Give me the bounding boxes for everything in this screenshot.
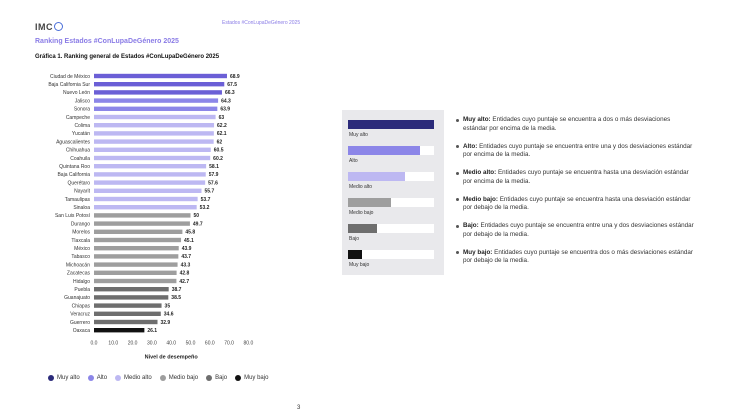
level-term: Medio bajo: [463, 195, 498, 203]
bar-value-label: 45.8 [185, 229, 196, 236]
bar-value-label: 35 [164, 303, 171, 310]
legend-swatch [160, 375, 166, 381]
bar [94, 295, 168, 299]
key-label: Medio alto [349, 184, 373, 190]
x-tick-label: 10.0 [108, 340, 119, 347]
bar [94, 98, 218, 102]
legend-label: Muy bajo [244, 375, 269, 381]
x-axis-label: Nivel de desempeño [144, 354, 198, 361]
bar [94, 254, 178, 258]
level-term: Muy alto: [463, 116, 491, 123]
bar-value-label: 63.9 [220, 106, 231, 113]
bar [94, 246, 179, 250]
bar-category-label: San Luis Potosí [54, 213, 90, 220]
level-definition: Entidades cuyo puntaje se encuentra entre una y dos desviaciones estándar por encima de la media. [463, 142, 693, 158]
page-number: 3 [297, 405, 301, 411]
bar-value-label: 57.6 [208, 180, 218, 187]
bar-category-label: Puebla [74, 287, 90, 293]
bullet-icon [456, 172, 459, 175]
x-tick-label: 70.0 [224, 340, 234, 347]
level-description [456, 196, 696, 213]
bullet-icon [456, 198, 459, 201]
x-tick-label: 30.0 [147, 340, 157, 347]
x-tick-label: 50.0 [185, 340, 196, 347]
bar-value-label: 38.5 [171, 295, 182, 302]
imco-logo: IMC [35, 22, 63, 32]
bar-value-label: 53.7 [200, 196, 211, 203]
bar [94, 90, 222, 94]
bar [94, 148, 211, 152]
bar [94, 74, 227, 78]
bar [94, 156, 210, 160]
bar [94, 131, 214, 135]
bar-category-label: Aguascalientes [56, 139, 90, 146]
level-description [456, 169, 696, 186]
bar-category-label: Guerrero [69, 319, 90, 326]
ranking-bar-chart [0, 64, 300, 374]
bar [94, 271, 177, 275]
bar-category-label: Tamaulipas [64, 196, 90, 203]
bar [94, 221, 190, 225]
bar-category-label: Baja California [57, 172, 90, 179]
bar-category-label: Oaxaca [72, 328, 90, 334]
legend-swatch [206, 375, 212, 381]
level-description [456, 222, 696, 239]
bar-value-label: 53.2 [199, 205, 210, 211]
bar-category-label: Campeche [65, 114, 90, 121]
bar [94, 328, 144, 332]
bullet-icon [456, 145, 459, 148]
legend-swatch [88, 375, 94, 381]
level-term: Alto: [463, 142, 478, 150]
bar-value-label: 60.2 [213, 155, 223, 162]
level-term: Medio alto: [463, 169, 497, 176]
page-title: Ranking Estados #ConLupaDeGénero 2025 [35, 38, 179, 45]
bar-value-label: 60.5 [213, 147, 224, 154]
bar-category-label: México [74, 246, 90, 252]
bar-category-label: Hidalgo [73, 278, 90, 285]
bar-category-label: Chihuahua [65, 147, 90, 154]
bar-category-label: Sinaloa [73, 205, 90, 211]
legend-swatch [115, 375, 121, 381]
bar-category-label: Guanajuato [64, 295, 90, 302]
bar-category-label: Ciudad de México [49, 73, 90, 80]
logo-ring-icon [54, 22, 63, 31]
x-tick-label: 40.0 [166, 340, 177, 347]
x-tick-label: 0.0 [90, 340, 98, 347]
bar-value-label: 49.7 [192, 221, 203, 228]
level-term: Bajo: [463, 222, 479, 229]
legend-label: Medio bajo [168, 375, 199, 381]
bar [94, 262, 178, 266]
level-description [456, 116, 696, 133]
bar-value-label: 68.9 [229, 73, 240, 80]
bar [94, 320, 157, 324]
header-tag: Estados #ConLupaDeGénero 2025 [222, 20, 301, 26]
bar [94, 279, 176, 283]
key-bar-fill [348, 172, 405, 181]
bar-value-label: 58.1 [209, 164, 219, 170]
legend-swatch [235, 375, 241, 381]
key-label: Muy bajo [349, 262, 370, 268]
chart-title: Gráfica 1. Ranking general de Estados #ConLupaDeGénero 2025 [35, 54, 220, 60]
key-bar-fill [348, 224, 377, 233]
legend-item [206, 375, 227, 381]
legend-item [235, 375, 268, 381]
bar-value-label: 63 [218, 114, 225, 121]
legend-item [48, 375, 80, 381]
key-bar-fill [348, 120, 434, 129]
bar [94, 230, 182, 234]
bar [94, 164, 206, 168]
key-bar-fill [348, 146, 420, 155]
bar-value-label: 62.2 [217, 123, 227, 129]
bar [94, 303, 162, 307]
bar-value-label: 32.9 [160, 319, 171, 326]
bar [94, 312, 161, 316]
key-bar-fill [348, 198, 391, 207]
bar [94, 107, 217, 111]
bar-value-label: 38.7 [171, 287, 182, 293]
legend-swatch [48, 375, 54, 381]
bar-value-label: 42.7 [179, 278, 190, 285]
chart-legend [48, 375, 268, 381]
bar [94, 139, 214, 143]
bullet-icon [456, 225, 459, 228]
legend-label: Alto [96, 375, 108, 381]
bar-category-label: Tlaxcala [71, 237, 90, 244]
key-label: Muy alto [349, 132, 368, 138]
bar [94, 180, 205, 184]
bar-value-label: 67.5 [227, 82, 238, 88]
bar-category-label: Nuevo León [63, 90, 90, 97]
bar-value-label: 34.6 [163, 311, 174, 318]
bar-value-label: 26.1 [147, 328, 158, 334]
bar-value-label: 43.7 [181, 254, 192, 261]
level-definition: Entidades cuyo puntaje se encuentra dos o más desviaciones estándar por debajo de la media. [463, 248, 693, 264]
bar-value-label: 50 [193, 213, 200, 220]
legend-label: Muy alto [57, 375, 80, 381]
key-label: Medio bajo [349, 210, 374, 216]
bar-value-label: 62.1 [216, 131, 227, 138]
legend-label: Bajo [215, 375, 228, 381]
level-definition: Entidades cuyo puntaje se encuentra a dos o más desviaciones estándar por encima de la media. [463, 116, 671, 132]
bar-value-label: 64.3 [221, 98, 231, 105]
bar-category-label: Baja California Sur [48, 82, 90, 88]
bullet-icon [456, 119, 459, 122]
bar-value-label: 45.1 [184, 237, 194, 244]
bar [94, 287, 169, 291]
x-tick-label: 20.0 [127, 340, 138, 347]
bar-category-label: Veracruz [70, 311, 90, 318]
bar-value-label: 42.8 [179, 270, 190, 277]
level-description [456, 143, 696, 160]
bar [94, 123, 214, 127]
legend-item [88, 375, 107, 381]
level-definition: Entidades cuyo puntaje se encuentra entre una y dos desviaciones estándar por debajo de la media. [463, 222, 694, 238]
bar-category-label: Zacatecas [66, 270, 90, 277]
bar [94, 205, 197, 209]
level-term: Muy bajo: [463, 248, 493, 256]
bar-category-label: Colima [74, 123, 90, 129]
bar-category-label: Coahuila [70, 155, 90, 162]
bullet-icon [456, 251, 459, 254]
bar-value-label: 43.9 [181, 246, 192, 252]
bar-category-label: Tabasco [71, 254, 90, 261]
bar-value-label: 57.9 [208, 172, 219, 179]
bar-category-label: Michoacán [65, 262, 90, 269]
level-definition: Entidades cuyo puntaje se encuentra hasta una desviación estándar por debajo de la media. [463, 195, 691, 211]
bar-category-label: Nayarit [74, 188, 90, 195]
bar-category-label: Durango [70, 221, 90, 228]
bar-category-label: Yucatán [71, 131, 90, 138]
x-tick-label: 80.0 [243, 340, 254, 347]
bar-category-label: Sonora [73, 106, 90, 113]
legend-item [160, 375, 198, 381]
legend-item [115, 375, 152, 381]
bar-category-label: Jalisco [74, 98, 90, 105]
bar [94, 189, 202, 193]
key-bar-fill [348, 250, 362, 259]
bar-value-label: 66.3 [224, 90, 235, 97]
bar [94, 238, 181, 242]
legend-label: Medio alto [124, 375, 152, 381]
bar-category-label: Quintana Roo [59, 164, 90, 170]
bar [94, 115, 216, 119]
bar-value-label: 55.7 [204, 188, 215, 195]
bar-category-label: Querétaro [67, 180, 90, 187]
bar [94, 213, 191, 217]
level-definition: Entidades cuyo puntaje se encuentra hasta una desviación estándar por encima de la media. [463, 169, 689, 185]
bar-value-label: 43.3 [180, 262, 191, 269]
bar-value-label: 62 [216, 139, 223, 146]
bar-category-label: Chiapas [71, 303, 90, 310]
bar-category-label: Morelos [72, 229, 90, 236]
key-label: Bajo [349, 236, 360, 242]
bar [94, 197, 198, 201]
bar [94, 172, 206, 176]
level-description [456, 249, 696, 266]
bar [94, 82, 224, 86]
key-label: Alto [349, 158, 358, 164]
x-tick-label: 60.0 [204, 340, 215, 347]
level-key-panel [342, 110, 444, 275]
